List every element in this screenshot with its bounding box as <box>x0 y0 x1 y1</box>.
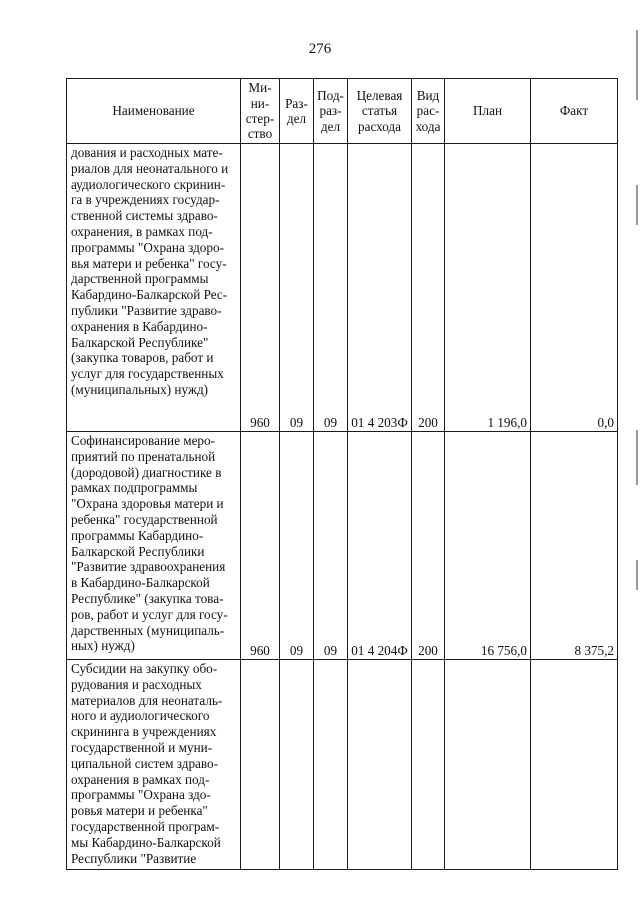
rows.2.name_lines-line: государственной и муни- <box>71 739 213 755</box>
rows.0.name_lines-line: услуг для государственных <box>71 366 224 382</box>
rows.1.name_lines-line: приятий по пренатальной <box>71 448 216 464</box>
scan-edge-mark <box>636 30 638 100</box>
row-subsection <box>314 660 348 870</box>
row-plan <box>445 660 531 870</box>
header.ministry-line: ни- <box>250 95 270 111</box>
rows.1.name_lines-line: рамках подпрограммы <box>71 480 198 496</box>
rows.1.name_lines-line: программы Кабардино- <box>71 527 204 543</box>
row-kind <box>412 660 445 870</box>
row-section: 09 <box>280 144 314 432</box>
header-kind <box>412 79 445 144</box>
table-row <box>67 432 618 660</box>
row-kind: 200 <box>412 432 445 660</box>
header.subsection-line: раз- <box>319 103 342 119</box>
row-section: 09 <box>280 432 314 660</box>
rows.2.name_lines-line: Субсидии на закупку обо- <box>71 661 218 676</box>
rows.1.name_lines-line: "Развитие здравоохранения <box>71 559 226 575</box>
row-subsection: 09 <box>314 144 348 432</box>
header-plan: План <box>445 79 531 144</box>
rows.2.name_lines-line: ного и аудиологического <box>71 708 210 724</box>
table-row <box>67 144 618 432</box>
rows.0.name_lines-line: дарственной программы <box>71 271 209 287</box>
row-plan: 16 756,0 <box>445 432 531 660</box>
rows.1.name_lines-line: ных) нужд) <box>71 638 135 654</box>
budget-table <box>66 78 618 870</box>
rows.2.name_lines-line: охранения в рамках под- <box>71 771 210 787</box>
rows.0.name_lines-line: программы "Охрана здоро- <box>71 239 224 255</box>
page-number: 276 <box>308 41 332 57</box>
header.ministry-line: ство <box>247 126 273 142</box>
row-ministry <box>241 660 280 870</box>
rows.0.name_lines-line: Балкарской Республике" <box>71 334 209 350</box>
header-subsection <box>314 79 348 144</box>
table-header-row <box>67 79 618 144</box>
header-section <box>280 79 314 144</box>
rows.1.name_lines-line: "Охрана здоровья матери и <box>71 496 224 512</box>
header.target-line: статья <box>361 103 398 119</box>
row-fact: 8 375,2 <box>531 432 618 660</box>
header.section-line: дел <box>286 111 307 126</box>
scan-edge-mark <box>636 430 638 485</box>
header-name: Наименование <box>67 79 241 144</box>
rows.0.name_lines-line: охранения, в рамках под- <box>71 223 213 239</box>
row-target <box>348 660 412 870</box>
row-target: 01 4 203Ф <box>348 144 412 432</box>
rows.0.name_lines-line: вья матери и ребенка" госу- <box>71 255 227 271</box>
row-name <box>67 660 241 870</box>
header.section-line: Раз- <box>285 95 308 111</box>
scan-edge-mark <box>636 560 638 590</box>
rows.0.name_lines-line: аудиологического скринин- <box>71 176 226 192</box>
rows.1.name_lines-line: Балкарской Республики <box>71 543 205 559</box>
rows.0.name_lines-line: публики "Развитие здраво- <box>71 302 222 318</box>
row-fact: 0,0 <box>531 144 618 432</box>
rows.0.name_lines-line: риалов для неонатального и <box>71 160 229 176</box>
rows.2.name_lines-line: материалов для неонаталь- <box>71 692 223 708</box>
scan-edge-mark <box>636 185 638 225</box>
rows.0.name_lines-line: дования и расходных мате- <box>71 145 223 160</box>
header.kind-line: хода <box>415 118 441 134</box>
rows.0.name_lines-line: Кабардино-Балкарской Рес- <box>71 287 228 303</box>
rows.2.name_lines-line: государственной програм- <box>71 818 220 834</box>
rows.0.name_lines-line: ственной системы здраво- <box>71 208 218 224</box>
header.ministry-line: Ми- <box>248 80 272 96</box>
table-row <box>67 660 618 870</box>
header.subsection-line: дел <box>320 118 341 134</box>
header-fact: Факт <box>531 79 618 144</box>
header.kind-line: Вид <box>416 87 440 103</box>
header.ministry-line: стер- <box>245 111 275 126</box>
rows.2.name_lines-line: ровья матери и ребенка" <box>71 803 208 819</box>
rows.1.name_lines-line: (дородовой) диагностике в <box>71 464 222 480</box>
row-target: 01 4 204Ф <box>348 432 412 660</box>
rows.1.name_lines-line: Софинансирование меро- <box>71 433 216 448</box>
header.target-line: Целевая <box>356 87 403 103</box>
rows.0.name_lines-line: (закупка товаров, работ и <box>71 350 214 366</box>
header.kind-line: рас- <box>416 103 440 119</box>
rows.2.name_lines-line: скрининга в учреждениях <box>71 724 217 740</box>
row-ministry: 960 <box>241 432 280 660</box>
row-fact <box>531 660 618 870</box>
rows.0.name_lines-line: (муниципальных) нужд) <box>71 381 209 397</box>
rows.2.name_lines-line: мы Кабардино-Балкарской <box>71 834 221 850</box>
header-target <box>348 79 412 144</box>
header-ministry <box>241 79 280 144</box>
rows.2.name_lines-line: программы "Охрана здо- <box>71 787 211 803</box>
rows.2.name_lines-line: Республики "Развитие <box>71 850 197 866</box>
row-plan: 1 196,0 <box>445 144 531 432</box>
rows.1.name_lines-line: Республике" (закупка това- <box>71 590 224 606</box>
rows.0.name_lines-line: охранения в Кабардино- <box>71 318 208 334</box>
header.target-line: расхода <box>358 118 401 134</box>
rows.2.name_lines-line: ципальной систем здраво- <box>71 755 219 771</box>
rows.1.name_lines-line: ров, работ и услуг для госу- <box>71 606 228 622</box>
header.subsection-line: Под- <box>317 87 344 103</box>
rows.1.name_lines-line: дарственных (муниципаль- <box>71 622 225 638</box>
rows.0.name_lines-line: га в учреждениях государ- <box>71 192 220 208</box>
rows.1.name_lines-line: в Кабардино-Балкарской <box>71 575 210 591</box>
rows.1.name_lines-line: ребенка" государственной <box>71 511 218 527</box>
row-ministry: 960 <box>241 144 280 432</box>
row-section <box>280 660 314 870</box>
row-name <box>67 432 241 660</box>
row-kind: 200 <box>412 144 445 432</box>
row-subsection: 09 <box>314 432 348 660</box>
row-name <box>67 144 241 432</box>
rows.2.name_lines-line: рудования и расходных <box>71 676 202 692</box>
